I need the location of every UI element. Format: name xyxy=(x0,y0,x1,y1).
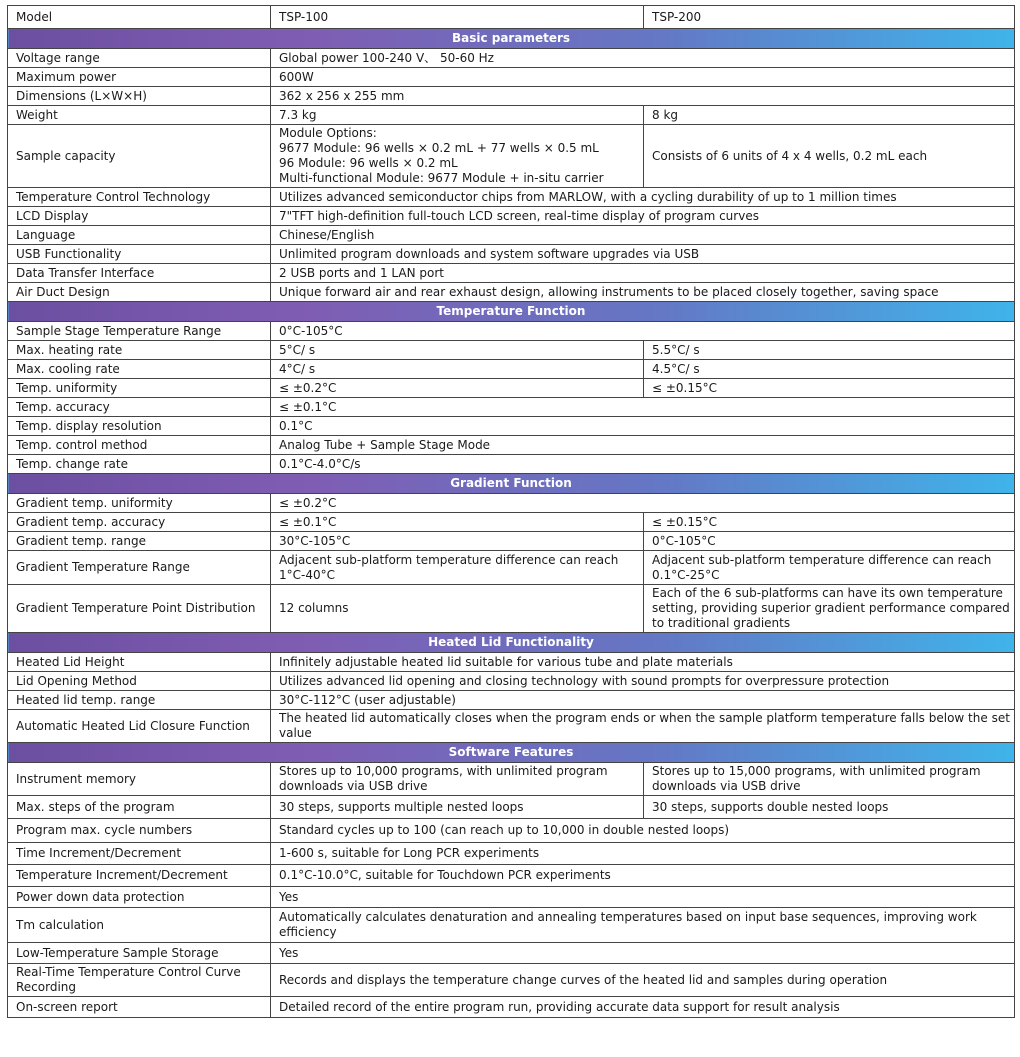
spec-row xyxy=(8,379,1015,398)
section-header-row xyxy=(8,633,1015,653)
spec-value-both: 0.1°C xyxy=(271,417,1015,436)
spec-value-line: Multi-functional Module: 9677 Module + in-situ carrier xyxy=(279,171,604,185)
spec-value-both: Automatically calculates denaturation and annealing temperatures based on input base sequences, improving work efficiency xyxy=(271,908,1015,943)
spec-value-tsp100: ≤ ±0.2°C xyxy=(271,379,644,398)
section-title: Heated Lid Functionality xyxy=(8,633,1015,653)
spec-row xyxy=(8,360,1015,379)
section-title: Gradient Function xyxy=(8,474,1015,494)
header-label: Model xyxy=(8,6,271,29)
spec-value-tsp100: 30 steps, supports multiple nested loops xyxy=(271,796,644,819)
spec-value-both: Utilizes advanced lid opening and closing technology with sound prompts for overpressure protection xyxy=(271,672,1015,691)
spec-value-tsp100: 4°C/ s xyxy=(271,360,644,379)
spec-row xyxy=(8,264,1015,283)
spec-row xyxy=(8,207,1015,226)
spec-value-both: 30°C-112°C (user adjustable) xyxy=(271,691,1015,710)
spec-label: Temp. accuracy xyxy=(8,398,271,417)
spec-row xyxy=(8,908,1015,943)
spec-value-line: 96 Module: 96 wells × 0.2 mL xyxy=(279,156,458,170)
spec-row xyxy=(8,283,1015,302)
spec-value-line: Module Options: xyxy=(279,126,377,140)
section-title: Basic parameters xyxy=(8,29,1015,49)
section-header-row xyxy=(8,743,1015,763)
spec-table-body xyxy=(8,6,1015,1018)
spec-label: Gradient temp. range xyxy=(8,532,271,551)
spec-row xyxy=(8,887,1015,908)
spec-value-tsp100 xyxy=(271,125,644,188)
spec-row xyxy=(8,106,1015,125)
spec-row xyxy=(8,964,1015,997)
spec-value-both: Yes xyxy=(271,943,1015,964)
spec-row xyxy=(8,943,1015,964)
spec-value-both: 1-600 s, suitable for Long PCR experiments xyxy=(271,843,1015,865)
spec-table xyxy=(7,5,1015,1018)
spec-label: Voltage range xyxy=(8,49,271,68)
spec-value-tsp200: 8 kg xyxy=(644,106,1015,125)
header-model-2: TSP-200 xyxy=(644,6,1015,29)
spec-row xyxy=(8,455,1015,474)
spec-value-both: Chinese/English xyxy=(271,226,1015,245)
spec-value-tsp200: Consists of 6 units of 4 x 4 wells, 0.2 mL each xyxy=(644,125,1015,188)
spec-label: Temp. display resolution xyxy=(8,417,271,436)
spec-label: Program max. cycle numbers xyxy=(8,819,271,843)
spec-label: Tm calculation xyxy=(8,908,271,943)
spec-row xyxy=(8,710,1015,743)
spec-value-both: ≤ ±0.2°C xyxy=(271,494,1015,513)
spec-label: On-screen report xyxy=(8,997,271,1018)
spec-value-both: Infinitely adjustable heated lid suitable for various tube and plate materials xyxy=(271,653,1015,672)
spec-value-line: 9677 Module: 96 wells × 0.2 mL + 77 wells × 0.5 mL xyxy=(279,141,599,155)
spec-label: LCD Display xyxy=(8,207,271,226)
spec-row xyxy=(8,398,1015,417)
spec-row xyxy=(8,436,1015,455)
section-header-row xyxy=(8,302,1015,322)
spec-value-both: Yes xyxy=(271,887,1015,908)
spec-row xyxy=(8,532,1015,551)
spec-label: Weight xyxy=(8,106,271,125)
spec-label: Automatic Heated Lid Closure Function xyxy=(8,710,271,743)
spec-label: Gradient temp. uniformity xyxy=(8,494,271,513)
spec-value-tsp200: 5.5°C/ s xyxy=(644,341,1015,360)
spec-row xyxy=(8,819,1015,843)
spec-row xyxy=(8,341,1015,360)
spec-label: Temperature Increment/Decrement xyxy=(8,865,271,887)
spec-row xyxy=(8,68,1015,87)
spec-value-tsp100: Adjacent sub-platform temperature difference can reach 1°C-40°C xyxy=(271,551,644,585)
spec-value-both: 0.1°C-10.0°C, suitable for Touchdown PCR experiments xyxy=(271,865,1015,887)
spec-row xyxy=(8,226,1015,245)
spec-value-both: 7"TFT high-definition full-touch LCD screen, real-time display of program curves xyxy=(271,207,1015,226)
spec-value-both: Unlimited program downloads and system software upgrades via USB xyxy=(271,245,1015,264)
spec-value-both: 0.1°C-4.0°C/s xyxy=(271,455,1015,474)
spec-row xyxy=(8,494,1015,513)
spec-value-tsp200: ≤ ±0.15°C xyxy=(644,513,1015,532)
spec-row xyxy=(8,763,1015,796)
spec-row xyxy=(8,691,1015,710)
spec-row xyxy=(8,585,1015,633)
spec-value-tsp100: 12 columns xyxy=(271,585,644,633)
spec-value-both: 600W xyxy=(271,68,1015,87)
spec-row xyxy=(8,49,1015,68)
spec-value-both: ≤ ±0.1°C xyxy=(271,398,1015,417)
spec-label: Gradient Temperature Range xyxy=(8,551,271,585)
spec-row xyxy=(8,997,1015,1018)
spec-value-tsp200: 4.5°C/ s xyxy=(644,360,1015,379)
spec-value-tsp100: ≤ ±0.1°C xyxy=(271,513,644,532)
spec-value-tsp100: 5°C/ s xyxy=(271,341,644,360)
spec-label: Heated lid temp. range xyxy=(8,691,271,710)
spec-row xyxy=(8,322,1015,341)
spec-row xyxy=(8,653,1015,672)
spec-value-both: 0°C-105°C xyxy=(271,322,1015,341)
header-model-1: TSP-100 xyxy=(271,6,644,29)
spec-label: Gradient temp. accuracy xyxy=(8,513,271,532)
spec-label: Heated Lid Height xyxy=(8,653,271,672)
spec-value-tsp100: Stores up to 10,000 programs, with unlimited program downloads via USB drive xyxy=(271,763,644,796)
spec-label: Air Duct Design xyxy=(8,283,271,302)
spec-value-tsp100: 7.3 kg xyxy=(271,106,644,125)
spec-value-both: Standard cycles up to 100 (can reach up to 10,000 in double nested loops) xyxy=(271,819,1015,843)
spec-row xyxy=(8,513,1015,532)
spec-value-tsp200: ≤ ±0.15°C xyxy=(644,379,1015,398)
header-row xyxy=(8,6,1015,29)
spec-row xyxy=(8,417,1015,436)
spec-value-tsp200: Adjacent sub-platform temperature difference can reach 0.1°C-25°C xyxy=(644,551,1015,585)
spec-label: Temp. change rate xyxy=(8,455,271,474)
spec-label: Real-Time Temperature Control Curve Recording xyxy=(8,964,271,997)
spec-value-tsp200: Stores up to 15,000 programs, with unlimited program downloads via USB drive xyxy=(644,763,1015,796)
spec-value-both: Records and displays the temperature change curves of the heated lid and samples during operation xyxy=(271,964,1015,997)
spec-value-both: Global power 100-240 V、 50-60 Hz xyxy=(271,49,1015,68)
spec-row xyxy=(8,87,1015,106)
spec-row xyxy=(8,843,1015,865)
spec-value-both: The heated lid automatically closes when the program ends or when the sample platform temperature falls below the set value xyxy=(271,710,1015,743)
section-title: Temperature Function xyxy=(8,302,1015,322)
spec-label: Instrument memory xyxy=(8,763,271,796)
section-header-row xyxy=(8,29,1015,49)
spec-label: Max. heating rate xyxy=(8,341,271,360)
spec-label: Power down data protection xyxy=(8,887,271,908)
spec-value-both: Utilizes advanced semiconductor chips from MARLOW, with a cycling durability of up to 1 million times xyxy=(271,188,1015,207)
spec-label: Dimensions (L×W×H) xyxy=(8,87,271,106)
spec-label: Time Increment/Decrement xyxy=(8,843,271,865)
spec-label: Max. steps of the program xyxy=(8,796,271,819)
spec-row xyxy=(8,796,1015,819)
spec-row xyxy=(8,672,1015,691)
spec-label: USB Functionality xyxy=(8,245,271,264)
spec-value-tsp200: 30 steps, supports double nested loops xyxy=(644,796,1015,819)
spec-label: Temp. control method xyxy=(8,436,271,455)
spec-value-both: Analog Tube + Sample Stage Mode xyxy=(271,436,1015,455)
spec-row xyxy=(8,865,1015,887)
spec-value-both: 2 USB ports and 1 LAN port xyxy=(271,264,1015,283)
section-header-row xyxy=(8,474,1015,494)
spec-value-tsp200: Each of the 6 sub-platforms can have its own temperature setting, providing superior gradient performance compared to traditional gradients xyxy=(644,585,1015,633)
spec-label: Sample Stage Temperature Range xyxy=(8,322,271,341)
spec-label: Data Transfer Interface xyxy=(8,264,271,283)
spec-row xyxy=(8,551,1015,585)
spec-row xyxy=(8,188,1015,207)
spec-value-tsp100: 30°C-105°C xyxy=(271,532,644,551)
spec-label: Language xyxy=(8,226,271,245)
spec-value-both: Unique forward air and rear exhaust design, allowing instruments to be placed closely together, saving space xyxy=(271,283,1015,302)
spec-label: Maximum power xyxy=(8,68,271,87)
spec-value-tsp200: 0°C-105°C xyxy=(644,532,1015,551)
spec-label: Max. cooling rate xyxy=(8,360,271,379)
spec-label: Temp. uniformity xyxy=(8,379,271,398)
spec-label: Sample capacity xyxy=(8,125,271,188)
spec-value-both: Detailed record of the entire program run, providing accurate data support for result analysis xyxy=(271,997,1015,1018)
spec-row xyxy=(8,245,1015,264)
spec-label: Lid Opening Method xyxy=(8,672,271,691)
spec-label: Temperature Control Technology xyxy=(8,188,271,207)
spec-value-both: 362 x 256 x 255 mm xyxy=(271,87,1015,106)
spec-label: Low-Temperature Sample Storage xyxy=(8,943,271,964)
spec-label: Gradient Temperature Point Distribution xyxy=(8,585,271,633)
spec-row xyxy=(8,125,1015,188)
section-title: Software Features xyxy=(8,743,1015,763)
